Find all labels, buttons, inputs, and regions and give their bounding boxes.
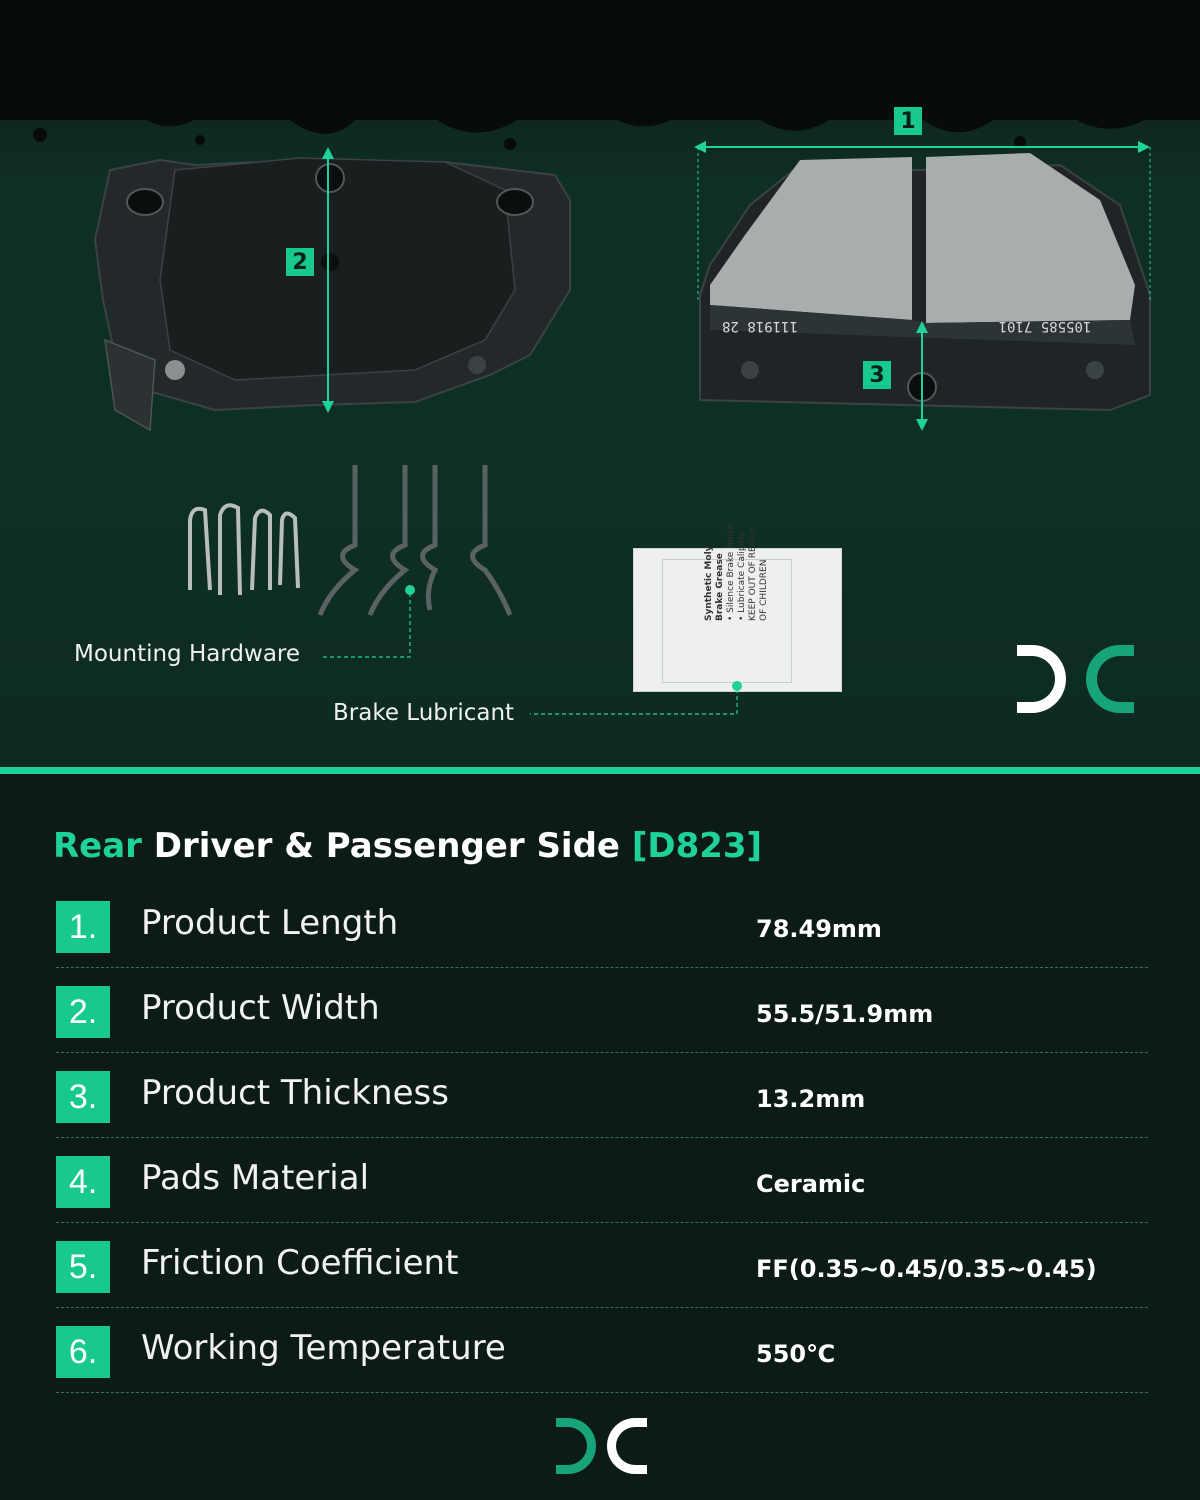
brand-logo-icon	[1012, 640, 1142, 720]
dimension-tag-2: 2	[286, 248, 314, 276]
mounting-hardware-leader	[300, 585, 500, 665]
spec-label: Product Length	[141, 903, 399, 943]
spec-number: 4.	[56, 1156, 110, 1208]
packet-line-3: • Silence Brake Noise	[726, 523, 736, 621]
brake-lubricant-leader	[525, 680, 755, 730]
spec-value: FF(0.35~0.45/0.35~0.45)	[756, 1255, 1097, 1283]
pad-marking-left: 111918 28	[722, 318, 798, 334]
spec-value: 78.49mm	[756, 915, 882, 943]
spec-value: 550℃	[756, 1340, 836, 1368]
mounting-hardware-label: Mounting Hardware	[74, 641, 301, 667]
spec-label: Friction Coefficient	[141, 1243, 459, 1283]
spec-number: 6.	[56, 1326, 110, 1378]
dimension-tag-3: 3	[863, 361, 891, 389]
brand-logo-bottom-icon	[552, 1414, 652, 1478]
spec-value: Ceramic	[756, 1170, 866, 1198]
length-thickness-dimension-lines	[690, 135, 1160, 435]
page-title	[53, 826, 762, 866]
spec-value: 13.2mm	[756, 1085, 866, 1113]
spec-row-thickness	[56, 1053, 1148, 1138]
brake-lubricant-label: Brake Lubricant	[333, 700, 515, 726]
spec-label: Working Temperature	[141, 1328, 506, 1368]
spec-number: 1.	[56, 901, 110, 953]
packet-line-6: OF CHILDREN	[759, 559, 769, 621]
spec-row-length	[56, 883, 1148, 968]
spec-row-friction	[56, 1223, 1148, 1308]
packet-line-4: • Lubricate Calipers	[737, 531, 747, 621]
spec-number: 5.	[56, 1241, 110, 1293]
spec-label: Product Width	[141, 988, 380, 1028]
spec-value: 55.5/51.9mm	[756, 1000, 934, 1028]
section-divider	[0, 767, 1200, 774]
title-part-number: [D823]	[631, 826, 763, 866]
brake-grease-packet	[633, 523, 842, 692]
title-rear: Rear	[53, 826, 142, 866]
height-dimension-line	[290, 145, 370, 425]
spec-row-temperature	[56, 1308, 1148, 1393]
spec-row-width	[56, 968, 1148, 1053]
spec-number: 3.	[56, 1071, 110, 1123]
pad-marking-right: 105585 7101	[998, 318, 1092, 334]
packet-line-2: Brake Grease	[715, 553, 725, 621]
spec-number: 2.	[56, 986, 110, 1038]
title-sides: Driver & Passenger Side	[141, 826, 632, 866]
packet-line-1: Synthetic Moly	[704, 545, 714, 621]
packet-line-5: KEEP OUT OF REACH	[748, 527, 758, 621]
dimension-tag-1: 1	[894, 107, 922, 135]
spec-label: Pads Material	[141, 1158, 370, 1198]
spec-row-material	[56, 1138, 1148, 1223]
spec-label: Product Thickness	[141, 1073, 449, 1113]
